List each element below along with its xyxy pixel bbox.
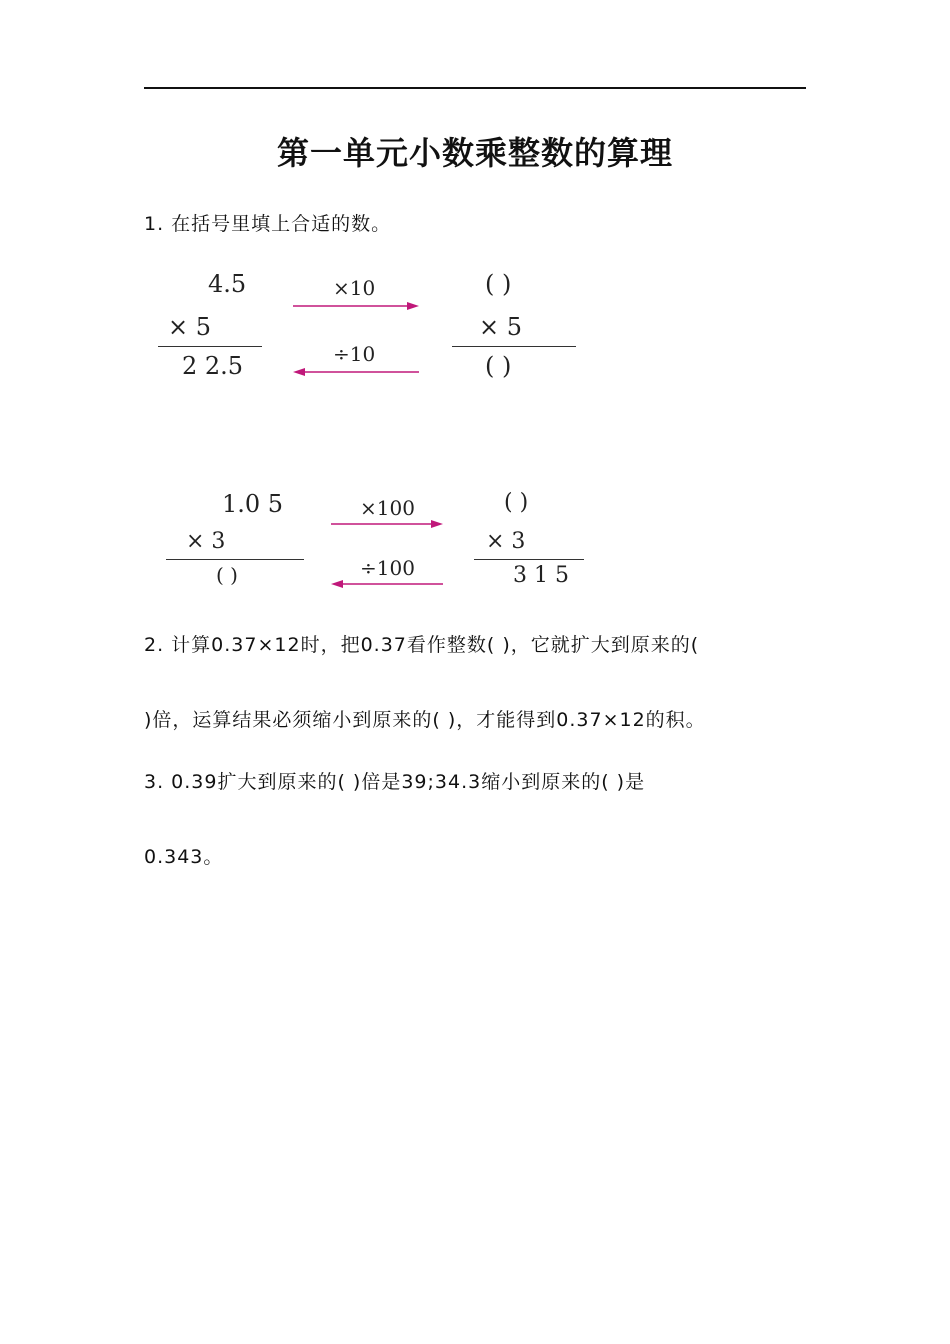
question-2-line2: )倍，运算结果必须缩小到原来的( )，才能得到0.37×12的积。 (144, 709, 706, 731)
g1-arrow-right-label: ×10 (333, 276, 376, 300)
g2-left-result: ( ) (216, 563, 238, 587)
g2-arrow-left-label: ÷100 (360, 556, 415, 580)
g1-left-result: 2 2.5 (182, 352, 244, 380)
question-3-line1: 3. 0.39扩大到原来的( )倍是39;34.3缩小到原来的( )是 (144, 771, 646, 793)
question-2-line1: 2. 计算0.37×12时，把0.37看作整数( )，它就扩大到原来的( (144, 634, 700, 656)
g2-arrow-left (331, 578, 445, 590)
g1-arrow-left (293, 366, 421, 378)
g2-left-rule (166, 559, 304, 560)
g1-left-mult: × 5 (168, 313, 212, 341)
question-3-line2: 0.343。 (144, 846, 224, 868)
g1-right-result: ( ) (485, 352, 512, 380)
g1-left-rule (158, 346, 262, 347)
g1-right-rule (452, 346, 576, 347)
g2-right-top: ( ) (504, 490, 529, 515)
g1-left-top: 4.5 (208, 270, 247, 298)
g2-right-mult: × 3 (486, 529, 526, 554)
g2-arrow-right (331, 518, 445, 530)
g2-right-rule (474, 559, 584, 560)
g1-arrow-left-label: ÷10 (333, 342, 376, 366)
g2-left-top: 1.0 5 (222, 490, 284, 518)
g1-right-top: ( ) (485, 270, 512, 298)
g1-arrow-right (293, 300, 421, 312)
g2-arrow-right-label: ×100 (360, 496, 415, 520)
g1-right-mult: × 5 (479, 313, 523, 341)
g2-left-mult: × 3 (186, 529, 226, 554)
header-rule (144, 87, 806, 89)
question-1-prompt: 1. 在括号里填上合适的数。 (144, 213, 392, 235)
g2-right-result: 3 1 5 (513, 563, 569, 588)
page-title: 第一单元小数乘整数的算理 (276, 134, 673, 172)
